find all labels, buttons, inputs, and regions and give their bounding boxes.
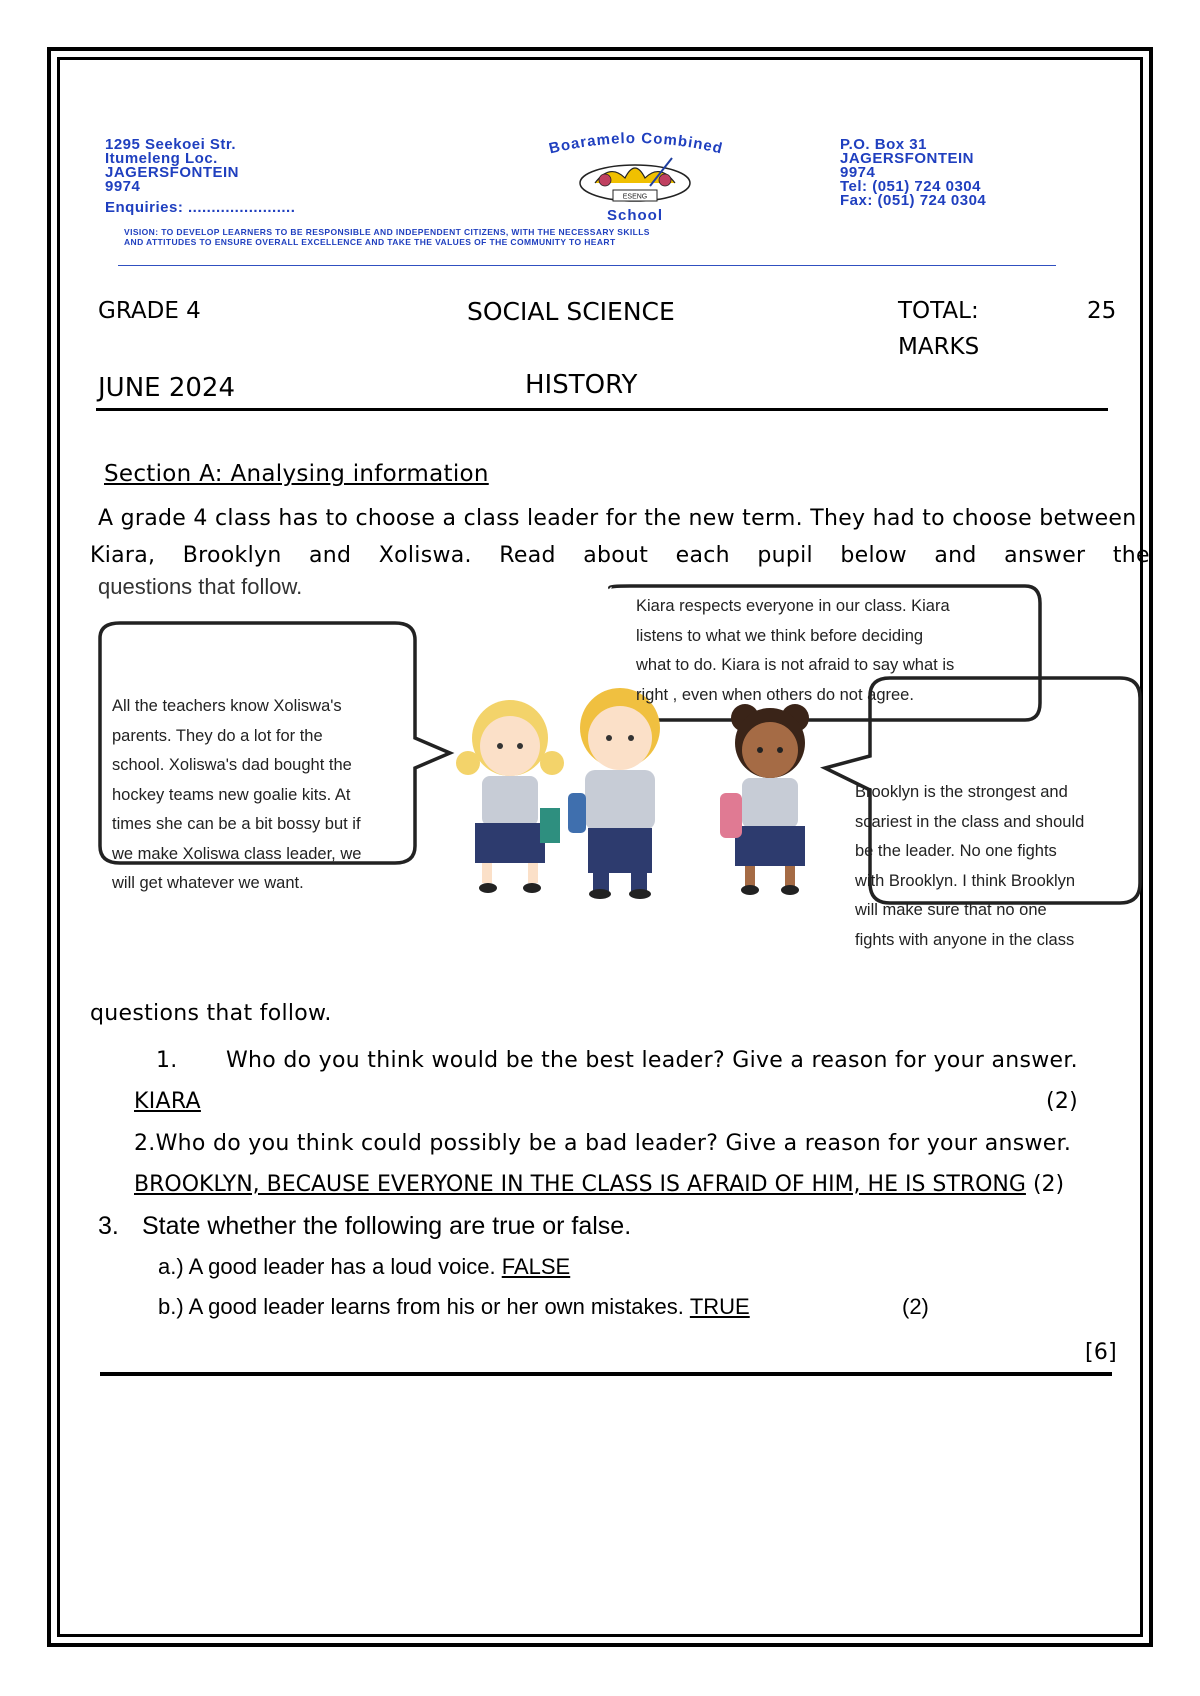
- bubble-line: what to do. Kiara is not afraid to say what is: [636, 656, 955, 674]
- intro-word: Brooklyn: [182, 543, 282, 568]
- intro-word: answer: [1004, 543, 1086, 568]
- q3a: [158, 1254, 570, 1280]
- q2-text: 2.Who do you think could possibly be a bad leader? Give a reason for your answer.: [134, 1131, 1072, 1156]
- enquiries-line: Enquiries: .......................: [105, 199, 296, 216]
- q1-answer: [134, 1089, 201, 1114]
- footer-rule: [100, 1372, 1112, 1376]
- intro-line-3: questions that follow.: [98, 574, 303, 599]
- q1-number: 1.: [156, 1048, 178, 1073]
- bubble-line: Kiara respects everyone in our class. Kiara: [636, 597, 950, 615]
- bubble-line: right , even when others do not agree.: [636, 685, 914, 704]
- bubble-line: hockey teams new goalie kits. At: [112, 785, 351, 804]
- q1-text: Who do you think would be the best leader? Give a reason for your answer.: [226, 1048, 1078, 1073]
- crest-graphic: [500, 128, 770, 228]
- bubble-line: will make sure that no one: [855, 901, 1047, 919]
- xoliswa-figure: [456, 700, 564, 893]
- vision-statement: [124, 227, 1064, 247]
- bubble-line: fights with anyone in the class: [855, 930, 1075, 949]
- bubble-line: parents. They do a lot for the: [112, 726, 323, 745]
- q3-number: 3.: [98, 1212, 119, 1240]
- intro-word: Kiara,: [90, 543, 156, 568]
- marks-label: MARKS: [898, 334, 980, 360]
- q2-marks: (2): [1032, 1172, 1065, 1197]
- school-crest: [500, 128, 770, 228]
- bubble-line: listens to what we think before deciding: [636, 626, 924, 645]
- intro-word: the: [1112, 543, 1150, 568]
- contact-line: Fax: (051) 724 0304: [840, 192, 987, 209]
- intro-word: and: [309, 543, 352, 568]
- header-rule: [96, 408, 1108, 411]
- q3a-label: a.): [158, 1254, 184, 1279]
- contact-line: P.O. Box 31: [840, 136, 927, 153]
- q2-answer-text: BROOKLYN, BECAUSE EVERYONE IN THE CLASS IS AFRAID OF HIM, HE IS STRONG: [134, 1172, 1026, 1197]
- address-line: JAGERSFONTEIN: [105, 164, 240, 181]
- grade-label: GRADE 4: [98, 298, 201, 324]
- school-name-arc: Boaramelo Combined: [547, 129, 725, 158]
- bubble-line: we make Xoliswa class leader, we: [112, 844, 362, 863]
- letterhead-divider: [118, 265, 1056, 266]
- bubble-line: school. Xoliswa's dad bought the: [112, 756, 352, 774]
- total-label: TOTAL:: [898, 298, 979, 324]
- intro-word: each: [675, 543, 730, 568]
- bubble-line: will get whatever we want.: [112, 874, 304, 892]
- bubble-line: be the leader. No one fights: [855, 842, 1057, 860]
- q3a-answer: FALSE: [501, 1254, 571, 1279]
- contact-line: Tel: (051) 724 0304: [840, 178, 981, 195]
- intro-word: below: [840, 543, 907, 568]
- bubble-line: scariest in the class and should: [855, 812, 1085, 831]
- q3b: [158, 1294, 750, 1320]
- questions-lead-in: questions that follow.: [90, 1001, 332, 1026]
- address-line: Itumeleng Loc.: [105, 150, 218, 167]
- q3a-text: A good leader has a loud voice.: [188, 1254, 496, 1279]
- q2-answer: [134, 1172, 1064, 1197]
- exam-date: JUNE 2024: [98, 373, 236, 403]
- topic-label: HISTORY: [525, 370, 638, 400]
- vision-line: AND ATTITUDES TO ENSURE OVERALL EXCELLENCE AND TAKE THE VALUES OF THE COMMUNITY TO HEART: [124, 237, 616, 247]
- intro-word: about: [583, 543, 649, 568]
- section-total: [6]: [1085, 1340, 1118, 1365]
- bubble-line: with Brooklyn. I think Brooklyn: [855, 871, 1076, 890]
- section-title: Section A: Analysing information: [104, 461, 489, 487]
- subject-label: SOCIAL SCIENCE: [467, 297, 675, 326]
- bubble-line: All the teachers know Xoliswa's: [112, 697, 342, 715]
- kiara-figure: [568, 688, 660, 899]
- address-line: 9974: [105, 178, 141, 195]
- total-value: 25: [1087, 298, 1117, 324]
- q1-marks: (2): [1046, 1089, 1079, 1114]
- intro-word: Read: [499, 543, 556, 568]
- address-line: 1295 Seekoei Str.: [105, 136, 237, 153]
- intro-line-1: A grade 4 class has to choose a class leader for the new term. They had to choose between: [98, 506, 1137, 531]
- q3-marks: (2): [902, 1294, 929, 1319]
- bubble-line: Brooklyn is the strongest and: [855, 783, 1068, 801]
- svg-text:School: School: [606, 207, 664, 224]
- brooklyn-figure: [720, 704, 809, 895]
- intro-word: pupil: [757, 543, 813, 568]
- q3-text: State whether the following are true or false.: [142, 1212, 632, 1240]
- bubble-line: times she can be a bit bossy but if: [112, 815, 361, 833]
- school-contact: [840, 138, 986, 208]
- q3b-answer: TRUE: [689, 1294, 750, 1319]
- intro-word: and: [934, 543, 977, 568]
- q1-answer-text: KIARA: [134, 1089, 201, 1114]
- kiara-bubble-text: [636, 592, 954, 710]
- q3b-label: b.): [158, 1294, 184, 1319]
- brooklyn-bubble-text: [855, 778, 1084, 955]
- contact-line: 9974: [840, 164, 876, 181]
- intro-word: Xoliswa.: [378, 543, 472, 568]
- intro-line-2: [90, 543, 1150, 568]
- xoliswa-bubble-text: [112, 692, 361, 899]
- q3b-text: A good leader learns from his or her own mistakes.: [188, 1294, 684, 1319]
- contact-line: JAGERSFONTEIN: [840, 150, 975, 167]
- vision-line: VISION: TO DEVELOP LEARNERS TO BE RESPONSIBLE AND INDEPENDENT CITIZENS, WITH THE NECESSARY SKILLS: [124, 227, 650, 237]
- school-address: [105, 138, 295, 215]
- svg-text:ESENG: ESENG: [622, 193, 648, 201]
